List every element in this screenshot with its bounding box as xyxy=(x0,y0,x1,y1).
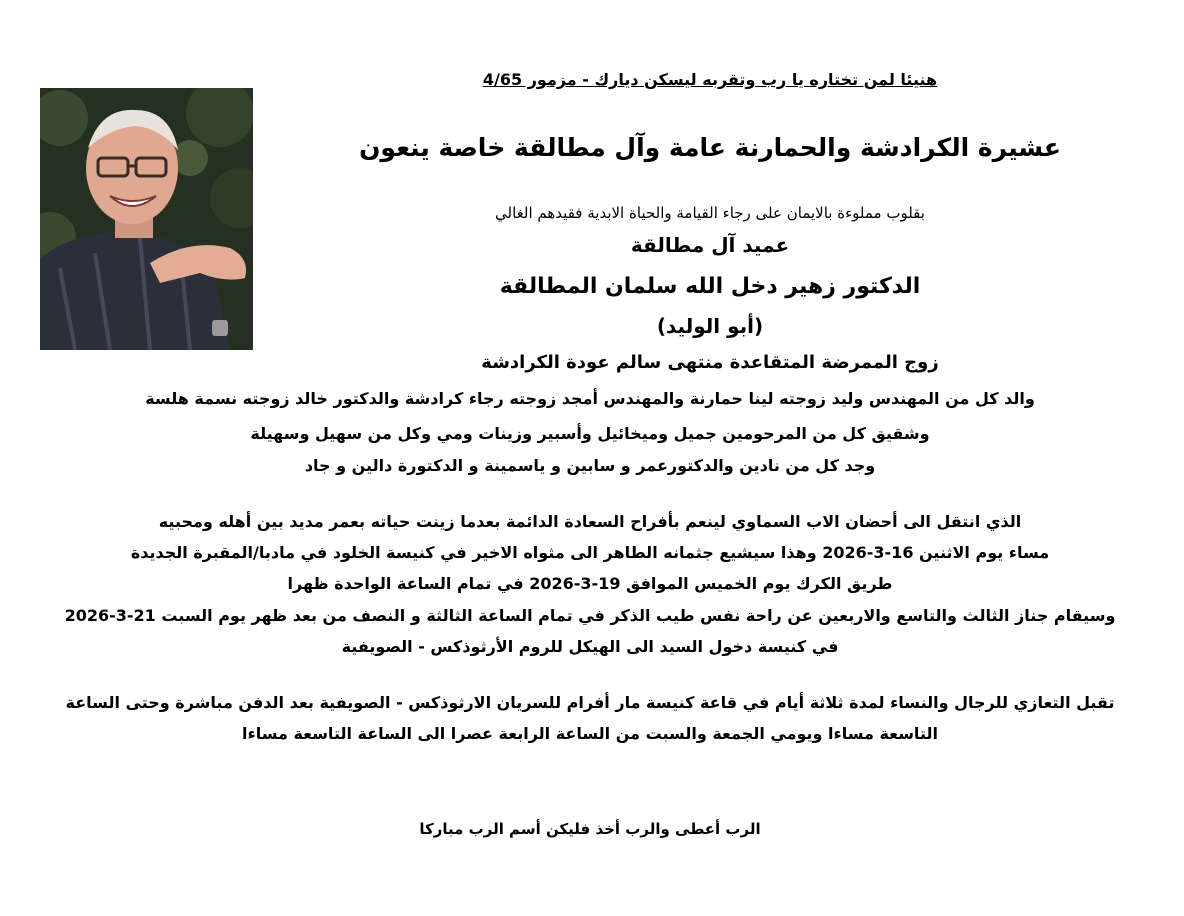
funeral-line: مساء يوم الاثنين 16-3-2026 وهذا سيشيع جثمانه الطاهر الى مثواه الاخير في كنيسة الخلود في مادبا/المقبرة الجديدة xyxy=(130,543,1050,562)
clan-announcement: عشيرة الكرادشة والحمارنة عامة وآل مطالقة خاصة ينعون xyxy=(359,133,1061,162)
condolence-line: التاسعة مساءا ويومي الجمعة والسبت من الساعة الرابعة عصرا الى الساعة التاسعة مساءا xyxy=(242,724,938,743)
family-line: وشقيق كل من المرحومين جميل وميخائيل وأسبير وزينات ومي وكل من سهيل وسهيلة xyxy=(250,424,930,443)
deceased-name: الدكتور زهير دخل الله سلمان المطالقة xyxy=(499,274,921,299)
funeral-line: طريق الكرك يوم الخميس الموافق 19-3-2026 في تمام الساعة الواحدة ظهرا xyxy=(287,574,893,593)
funeral-line: الذي انتقل الى أحضان الاب السماوي لينعم بأفراح السعادة الدائمة بعدما زينت حياته بعمر مديد بين أهله ومحبيه xyxy=(158,512,1022,531)
psalm-motto: هنيئا لمن تختاره يا رب وتقربه ليسكن ديارك - مزمور 4/65 xyxy=(482,70,938,89)
dean-title: عميد آل مطالقة xyxy=(630,233,790,257)
faith-line: بقلوب مملوءة بالايمان على رجاء القيامة والحياة الابدية فقيدهم الغالي xyxy=(495,204,925,222)
condolence-line: تقبل التعازي للرجال والنساء لمدة ثلاثة أيام في قاعة كنيسة مار أفرام للسريان الارثوذكس - الصويفية بعد الدفن مباشرة وحتى الساعة xyxy=(65,693,1115,712)
funeral-line: في كنيسة دخول السيد الى الهيكل للروم الأرثوذكس - الصويفية xyxy=(341,637,839,656)
deceased-portrait-photo xyxy=(40,88,253,350)
portrait-icon xyxy=(40,88,253,350)
closing-verse: الرب أعطى والرب أخذ فليكن أسم الرب مباركا xyxy=(419,820,761,838)
family-line: وجد كل من نادين والدكتورعمر و سابين و ياسمينة و الدكتورة دالين و جاد xyxy=(304,456,876,475)
funeral-line: وسيقام جناز الثالث والتاسع والاربعين عن راحة نفس طيب الذكر في تمام الساعة الثالثة و النصف من بعد ظهر يوم السبت 21-3-2026 xyxy=(64,606,1116,625)
deceased-kunya: (أبو الوليد) xyxy=(656,314,764,338)
family-line: والد كل من المهندس وليد زوجته لينا حمارنة والمهندس أمجد زوجته رجاء كرادشة والدكتور خالد زوجته نسمة هلسة xyxy=(145,389,1035,408)
spouse-line: زوج الممرضة المتقاعدة منتهى سالم عودة الكرادشة xyxy=(481,352,939,373)
